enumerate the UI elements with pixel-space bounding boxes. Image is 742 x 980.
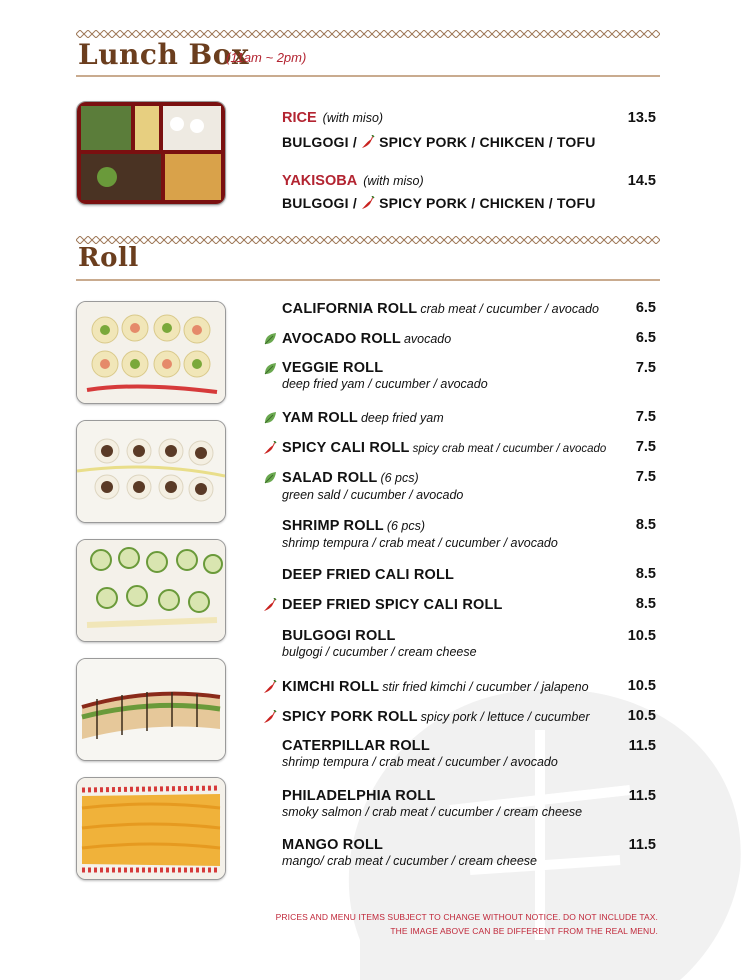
chili-pepper-icon [361,135,375,149]
lunch-item-options [282,195,596,211]
options-suffix: SPICY PORK / CHICKEN / TOFU [379,195,596,211]
roll-item [282,566,656,584]
lunch-item-title [282,110,383,126]
bulgogi-roll-photo [76,420,226,523]
lunch-box-title: Lunch Box [78,38,250,71]
roll-price: 8.5 [635,517,656,533]
mango-roll-photo [76,777,226,880]
roll-price: 10.5 [627,678,656,694]
lunch-item-options [282,134,596,150]
leaf-icon [263,362,277,376]
roll-desc: shrimp tempura / crab meat / cucumber / avocado [282,536,558,550]
chili-pepper-icon [263,598,277,612]
roll-desc: shrimp tempura / crab meat / cucumber / avocado [282,755,558,769]
roll-name: SHRIMP ROLL [282,518,384,534]
kimchi-roll-photo [76,539,226,642]
roll-item [282,517,656,550]
roll-price: 6.5 [635,330,656,346]
roll-name: CALIFORNIA ROLL [282,301,418,317]
roll-name: BULGOGI ROLL [282,628,396,644]
roll-price: 8.5 [635,596,656,612]
chili-pepper-icon [263,441,277,455]
footer-disclaimer [276,912,658,936]
roll-title: Roll [78,243,139,273]
roll-name: CATERPILLAR ROLL [282,738,430,754]
roll-name: SPICY PORK ROLL [282,709,418,725]
roll-item [282,300,656,318]
lunch-item-price: 14.5 [627,173,656,189]
roll-name: PHILADELPHIA ROLL [282,788,436,804]
roll-price: 10.5 [627,628,656,644]
roll-inline-desc: spicy pork / lettuce / cucumber [420,710,590,724]
roll-price: 11.5 [628,738,656,754]
roll-price: 11.5 [628,788,656,804]
roll-name: SPICY CALI ROLL [282,440,410,456]
lunch-box-photo [76,101,226,205]
roll-price: 7.5 [635,439,656,455]
lunch-item-title [282,173,424,189]
california-roll-photo [76,301,226,404]
zigzag-border-roll-top [76,236,660,244]
options-prefix: BULGOGI / [282,134,357,150]
leaf-icon [263,332,277,346]
leaf-icon [263,471,277,485]
lunch-item-name: YAKISOBA [282,173,358,189]
footer-line-2: THE IMAGE ABOVE CAN BE DIFFERENT FROM THE REAL MENU. [390,926,658,936]
zigzag-border-top [76,30,660,38]
roll-pcs: (6 pcs) [380,471,419,485]
roll-price: 7.5 [635,409,656,425]
chili-pepper-icon [361,196,375,210]
chili-pepper-icon [263,710,277,724]
lunch-item-price: 13.5 [627,110,656,126]
roll-price: 10.5 [627,708,656,724]
options-prefix: BULGOGI / [282,195,357,211]
options-suffix: SPICY PORK / CHIKCEN / TOFU [379,134,596,150]
roll-name: AVOCADO ROLL [282,331,401,347]
roll-desc: smoky salmon / crab meat / cucumber / cream cheese [282,805,583,819]
roll-pcs: (6 pcs) [386,519,426,533]
roll-item [282,738,656,769]
lunch-item-note: (with miso) [322,111,384,125]
roll-item [282,469,656,502]
chili-pepper-icon [263,680,277,694]
roll-price: 8.5 [635,566,656,582]
roll-item [282,409,656,427]
roll-item [282,708,628,726]
roll-name: DEEP FRIED SPICY CALI ROLL [282,597,503,613]
roll-desc: green sald / cucumber / avocado [282,488,464,502]
lunch-box-hours: (11am ~ 2pm) [226,50,307,65]
lunch-item-name: RICE [282,110,317,126]
roll-name: VEGGIE ROLL [282,360,384,376]
zigzag-border-roll [76,276,660,284]
roll-name: YAM ROLL [282,410,358,426]
roll-item [282,596,656,614]
footer-line-1: PRICES AND MENU ITEMS SUBJECT TO CHANGE WITHOUT NOTICE. DO NOT INCLUDE TAX. [275,912,658,922]
roll-desc: bulgogi / cucumber / cream cheese [282,645,477,659]
roll-inline-desc: spicy crab meat / cucumber / avocado [412,443,607,455]
roll-inline-desc: deep fried yam [360,411,444,425]
roll-price: 7.5 [635,469,656,485]
lunch-item-note: (with miso) [363,174,424,188]
roll-price: 11.5 [628,837,656,853]
roll-inline-desc: stir fried kimchi / cucumber / jalapeno [382,680,589,694]
roll-item [282,628,656,659]
roll-desc: mango/ crab meat / cucumber / cream cheese [282,854,537,868]
roll-item [282,360,656,391]
roll-desc: deep fried yam / cucumber / avocado [282,377,488,391]
roll-item [282,837,656,868]
caterpillar-roll-photo [76,658,226,761]
roll-price: 7.5 [635,360,656,376]
roll-price: 6.5 [635,300,656,316]
roll-item [282,330,656,348]
roll-item [282,678,628,696]
leaf-icon [263,411,277,425]
roll-inline-desc: crab meat / cucumber / avocado [420,302,599,316]
roll-name: MANGO ROLL [282,837,384,853]
roll-inline-desc: avocado [403,332,452,346]
roll-name: KIMCHI ROLL [282,679,380,695]
roll-name: DEEP FRIED CALI ROLL [282,567,455,583]
roll-item [282,439,634,457]
roll-item [282,788,656,819]
zigzag-border-lunch [76,72,660,80]
roll-name: SALAD ROLL [282,470,378,486]
